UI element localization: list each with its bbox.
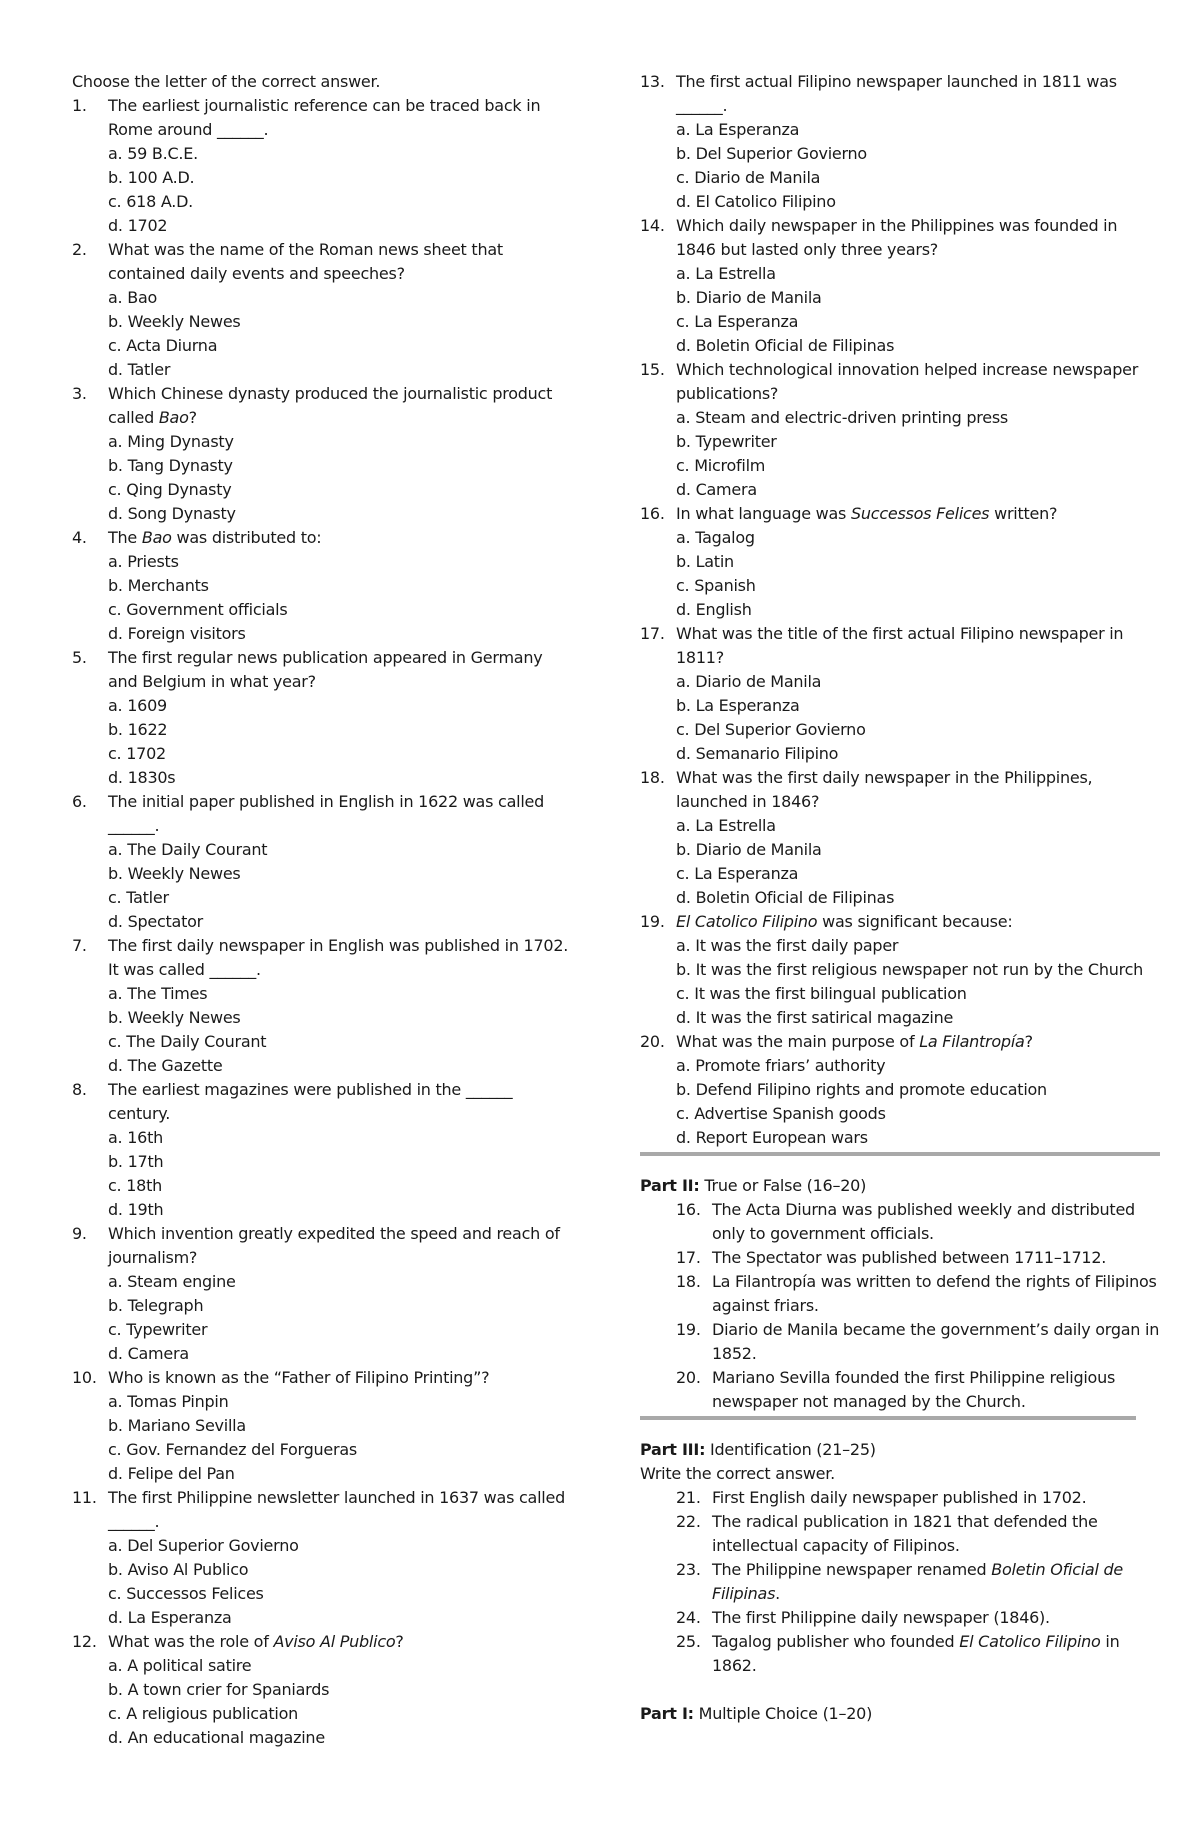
answer-option: c. A religious publication xyxy=(108,1704,299,1723)
question-text-italic: La Filantropía xyxy=(919,1032,1025,1051)
question-number: 10. xyxy=(72,1368,97,1387)
identification-item xyxy=(640,1486,1160,1510)
question-number: 9. xyxy=(72,1224,87,1243)
question-item xyxy=(72,934,572,1078)
question-item xyxy=(72,94,572,238)
answer-option: a. Promote friars’ authority xyxy=(676,1056,886,1075)
answer-option: d. English xyxy=(676,600,752,619)
item-text: La Filantropía was written to defend the rights of Filipinos against friars. xyxy=(712,1272,1157,1315)
answer-option: a. Steam engine xyxy=(108,1272,236,1291)
answer-option: b. Defend Filipino rights and promote education xyxy=(676,1080,1047,1099)
question-text: What was the first daily newspaper in the Philippines, launched in 1846? xyxy=(676,768,1093,811)
question-item xyxy=(640,622,1160,766)
part2-label: Part II: xyxy=(640,1176,700,1195)
answer-option: a. The Daily Courant xyxy=(108,840,268,859)
answer-option: c. Qing Dynasty xyxy=(108,480,232,499)
item-text-post: in 1862. xyxy=(712,1632,1120,1675)
question-number: 14. xyxy=(640,216,665,235)
answer-option: c. Typewriter xyxy=(108,1320,208,1339)
question-number: 19. xyxy=(640,912,665,931)
part3-list xyxy=(640,1486,1160,1678)
question-text-italic: Bao xyxy=(158,408,189,427)
question-number: 13. xyxy=(640,72,665,91)
question-number: 20. xyxy=(640,1032,665,1051)
answer-option: b. Diario de Manila xyxy=(676,840,822,859)
question-text-pre: What was the main purpose of xyxy=(676,1032,920,1051)
question-number: 11. xyxy=(72,1488,97,1507)
question-item xyxy=(640,502,1160,622)
answer-option: d. Report European wars xyxy=(676,1128,868,1147)
part1-label: Part I: xyxy=(640,1704,694,1723)
question-stem xyxy=(640,1030,1160,1054)
question-item xyxy=(640,214,1160,358)
part3-title: Identification (21–25) xyxy=(705,1440,876,1459)
question-stem xyxy=(72,238,572,286)
answer-option: a. 59 B.C.E. xyxy=(108,144,198,163)
item-text xyxy=(712,1632,1119,1675)
part3-heading xyxy=(640,1438,1160,1462)
answer-option: a. La Estrella xyxy=(676,816,776,835)
answer-option: d. The Gazette xyxy=(108,1056,223,1075)
question-number: 16. xyxy=(640,504,665,523)
answer-option: d. Tatler xyxy=(108,360,171,379)
item-text: Mariano Sevilla founded the first Philippine religious newspaper not managed by the Church. xyxy=(712,1368,1116,1411)
item-text xyxy=(712,1512,1098,1555)
answer-option: c. 1702 xyxy=(108,744,166,763)
answer-option: b. Typewriter xyxy=(676,432,777,451)
question-stem xyxy=(640,910,1160,934)
answer-option: b. Telegraph xyxy=(108,1296,204,1315)
item-text-italic: Boletin Oficial de Filipinas xyxy=(712,1560,1124,1603)
question-text-pre: The xyxy=(108,528,142,547)
true-false-item xyxy=(640,1198,1160,1246)
answer-option: d. 19th xyxy=(108,1200,164,1219)
answer-option: d. El Catolico Filipino xyxy=(676,192,836,211)
item-number: 25. xyxy=(676,1632,701,1651)
answer-option: c. Advertise Spanish goods xyxy=(676,1104,886,1123)
identification-item xyxy=(640,1606,1160,1630)
true-false-item xyxy=(640,1270,1160,1318)
question-text-italic: El Catolico Filipino xyxy=(676,912,818,931)
question-stem xyxy=(640,622,1160,670)
question-stem xyxy=(72,1486,572,1534)
answer-option: c. La Esperanza xyxy=(676,864,799,883)
question-item xyxy=(72,382,572,526)
answer-option: b. Latin xyxy=(676,552,734,571)
question-number: 12. xyxy=(72,1632,97,1651)
answer-option: b. Weekly Newes xyxy=(108,312,241,331)
question-number: 5. xyxy=(72,648,87,667)
question-text xyxy=(676,1032,1033,1051)
question-text: The initial paper published in English in 1622 was called ______. xyxy=(108,792,545,835)
answer-option: b. 1622 xyxy=(108,720,168,739)
answer-option: d. Semanario Filipino xyxy=(676,744,839,763)
question-item xyxy=(72,526,572,646)
question-item xyxy=(72,1630,572,1750)
instructions: Choose the letter of the correct answer. xyxy=(72,72,381,91)
question-text: The first daily newspaper in English was published in 1702. It was called ______. xyxy=(108,936,569,979)
item-number: 16. xyxy=(676,1200,701,1219)
question-number: 6. xyxy=(72,792,87,811)
question-text: The earliest magazines were published in the ______ century. xyxy=(108,1080,513,1123)
answer-option: c. Diario de Manila xyxy=(676,168,821,187)
right-column xyxy=(640,70,1160,1726)
question-text-post: ? xyxy=(1024,1032,1033,1051)
section-divider xyxy=(640,1416,1136,1420)
question-number: 7. xyxy=(72,936,87,955)
item-text xyxy=(712,1488,1086,1507)
question-text: Which daily newspaper in the Philippines was founded in 1846 but lasted only three years? xyxy=(676,216,1118,259)
answer-option: b. Aviso Al Publico xyxy=(108,1560,249,1579)
question-item xyxy=(72,1366,572,1486)
question-text: The first regular news publication appeared in Germany and Belgium in what year? xyxy=(108,648,543,691)
true-false-item xyxy=(640,1318,1160,1366)
question-number: 15. xyxy=(640,360,665,379)
answer-option: d. It was the first satirical magazine xyxy=(676,1008,954,1027)
left-column xyxy=(72,70,572,1750)
answer-option: b. La Esperanza xyxy=(676,696,800,715)
question-item xyxy=(72,1486,572,1630)
answer-option: a. Diario de Manila xyxy=(676,672,822,691)
question-text: The first Philippine newsletter launched in 1637 was called ______. xyxy=(108,1488,565,1531)
question-text: The first actual Filipino newspaper launched in 1811 was ______. xyxy=(676,72,1117,115)
question-item xyxy=(640,358,1160,502)
question-text xyxy=(676,504,1057,523)
answer-option: a. 16th xyxy=(108,1128,163,1147)
question-text-italic: Aviso Al Publico xyxy=(273,1632,396,1651)
item-text: The Acta Diurna was published weekly and distributed only to government officials. xyxy=(712,1200,1135,1243)
question-stem xyxy=(72,934,572,982)
identification-item xyxy=(640,1510,1160,1558)
item-text-italic: El Catolico Filipino xyxy=(959,1632,1101,1651)
question-item xyxy=(72,1078,572,1222)
answer-option: b. 17th xyxy=(108,1152,164,1171)
answer-option: b. Del Superior Govierno xyxy=(676,144,867,163)
answer-option: a. Tagalog xyxy=(676,528,755,547)
answer-option: a. 1609 xyxy=(108,696,167,715)
item-number: 24. xyxy=(676,1608,701,1627)
question-number: 1. xyxy=(72,96,87,115)
answer-option: d. La Esperanza xyxy=(108,1608,232,1627)
question-stem xyxy=(640,358,1160,406)
answer-option: a. A political satire xyxy=(108,1656,252,1675)
identification-item xyxy=(640,1630,1160,1678)
item-text: The Spectator was published between 1711–1712. xyxy=(712,1248,1107,1267)
question-stem xyxy=(72,1078,572,1126)
answer-option: b. 100 A.D. xyxy=(108,168,195,187)
answer-option: c. Gov. Fernandez del Forgueras xyxy=(108,1440,357,1459)
question-text-post: ? xyxy=(395,1632,404,1651)
question-text: What was the title of the first actual Filipino newspaper in 1811? xyxy=(676,624,1124,667)
answer-option: c. Acta Diurna xyxy=(108,336,218,355)
question-text xyxy=(108,1632,404,1651)
answer-option: c. Tatler xyxy=(108,888,169,907)
question-stem xyxy=(72,790,572,838)
answer-option: b. Mariano Sevilla xyxy=(108,1416,246,1435)
answer-option: d. Song Dynasty xyxy=(108,504,236,523)
answer-option: d. 1830s xyxy=(108,768,176,787)
question-text: Which invention greatly expedited the speed and reach of journalism? xyxy=(108,1224,560,1267)
question-item xyxy=(72,238,572,382)
part1-heading xyxy=(640,1702,1160,1726)
question-text-pre: What was the role of xyxy=(108,1632,274,1651)
identification-item xyxy=(640,1558,1160,1606)
part2-heading xyxy=(640,1174,1160,1198)
question-text: Which technological innovation helped increase newspaper publications? xyxy=(676,360,1139,403)
question-stem xyxy=(640,502,1160,526)
answer-option: a. Priests xyxy=(108,552,179,571)
answer-option: c. Del Superior Govierno xyxy=(676,720,866,739)
question-text-italic: Successos Felices xyxy=(850,504,990,523)
question-stem xyxy=(72,646,572,694)
question-number: 17. xyxy=(640,624,665,643)
question-number: 8. xyxy=(72,1080,87,1099)
question-stem xyxy=(640,70,1160,118)
question-item xyxy=(640,910,1160,1030)
questions-left xyxy=(72,94,572,1750)
question-stem xyxy=(72,526,572,550)
answer-option: c. La Esperanza xyxy=(676,312,799,331)
item-text-pre: The Philippine newspaper renamed xyxy=(712,1560,992,1579)
question-text: Who is known as the “Father of Filipino Printing”? xyxy=(108,1368,490,1387)
question-stem xyxy=(72,1630,572,1654)
answer-option: a. Steam and electric-driven printing press xyxy=(676,408,1008,427)
part2-title: True or False (16–20) xyxy=(699,1176,867,1195)
item-text-pre: First English daily newspaper published in 1702. xyxy=(712,1488,1087,1507)
answer-option: b. It was the first religious newspaper not run by the Church xyxy=(676,960,1144,979)
item-text-post: . xyxy=(775,1584,781,1603)
question-item xyxy=(640,1030,1160,1150)
item-number: 20. xyxy=(676,1368,701,1387)
answer-option: a. It was the first daily paper xyxy=(676,936,899,955)
question-number: 3. xyxy=(72,384,87,403)
answer-option: d. Camera xyxy=(108,1344,189,1363)
answer-option: d. Spectator xyxy=(108,912,203,931)
question-number: 18. xyxy=(640,768,665,787)
item-number: 22. xyxy=(676,1512,701,1531)
answer-option: b. Diario de Manila xyxy=(676,288,822,307)
answer-option: a. Ming Dynasty xyxy=(108,432,234,451)
answer-option: c. It was the first bilingual publication xyxy=(676,984,967,1003)
question-text-italic: Bao xyxy=(141,528,172,547)
question-text-post: ? xyxy=(188,408,197,427)
item-text xyxy=(712,1608,1050,1627)
question-text-pre: In what language was xyxy=(676,504,851,523)
question-stem xyxy=(640,766,1160,814)
answer-option: d. Camera xyxy=(676,480,757,499)
answer-option: c. Spanish xyxy=(676,576,756,595)
answer-option: d. Boletin Oficial de Filipinas xyxy=(676,336,895,355)
question-item xyxy=(72,1222,572,1366)
answer-option: b. Weekly Newes xyxy=(108,1008,241,1027)
section-divider xyxy=(640,1152,1160,1156)
part3-label: Part III: xyxy=(640,1440,706,1459)
question-text: What was the name of the Roman news sheet that contained daily events and speeches? xyxy=(108,240,503,283)
answer-option: c. 18th xyxy=(108,1176,162,1195)
answer-option: c. 618 A.D. xyxy=(108,192,193,211)
question-stem xyxy=(72,94,572,142)
question-number: 4. xyxy=(72,528,87,547)
answer-option: c. Government officials xyxy=(108,600,288,619)
question-text-post: written? xyxy=(989,504,1058,523)
true-false-item xyxy=(640,1246,1160,1270)
question-stem xyxy=(640,214,1160,262)
question-item xyxy=(72,646,572,790)
answer-option: d. Boletin Oficial de Filipinas xyxy=(676,888,895,907)
question-text xyxy=(676,912,1012,931)
item-text-pre: Tagalog publisher who founded xyxy=(712,1632,960,1651)
questions-right xyxy=(640,70,1160,1150)
part3-instruction: Write the correct answer. xyxy=(640,1464,835,1483)
question-number: 2. xyxy=(72,240,87,259)
answer-option: c. Microfilm xyxy=(676,456,766,475)
part1-title: Multiple Choice (1–20) xyxy=(693,1704,873,1723)
question-stem xyxy=(72,382,572,430)
question-text-post: was distributed to: xyxy=(171,528,322,547)
answer-option: a. La Esperanza xyxy=(676,120,800,139)
question-text xyxy=(108,384,552,427)
answer-option: a. The Times xyxy=(108,984,208,1003)
question-text-pre: Which Chinese dynasty produced the journalistic product called xyxy=(108,384,553,427)
question-text: The earliest journalistic reference can be traced back in Rome around ______. xyxy=(108,96,541,139)
answer-option: c. Successos Felices xyxy=(108,1584,264,1603)
question-item xyxy=(72,790,572,934)
question-item xyxy=(640,70,1160,214)
answer-option: b. Tang Dynasty xyxy=(108,456,233,475)
item-text-pre: The first Philippine daily newspaper (1846). xyxy=(712,1608,1050,1627)
answer-option: b. A town crier for Spaniards xyxy=(108,1680,330,1699)
answer-option: d. Foreign visitors xyxy=(108,624,246,643)
item-number: 21. xyxy=(676,1488,701,1507)
answer-option: d. Felipe del Pan xyxy=(108,1464,235,1483)
part2-list xyxy=(640,1198,1160,1414)
question-stem xyxy=(72,1222,572,1270)
answer-option: a. Del Superior Govierno xyxy=(108,1536,299,1555)
item-number: 23. xyxy=(676,1560,701,1579)
question-text-post: was significant because: xyxy=(817,912,1013,931)
item-text xyxy=(712,1560,1123,1603)
item-text-pre: The radical publication in 1821 that defended the intellectual capacity of Filipinos. xyxy=(712,1512,1098,1555)
answer-option: c. The Daily Courant xyxy=(108,1032,267,1051)
answer-option: a. Bao xyxy=(108,288,158,307)
answer-option: a. La Estrella xyxy=(676,264,776,283)
item-number: 18. xyxy=(676,1272,701,1291)
item-number: 17. xyxy=(676,1248,701,1267)
answer-option: a. Tomas Pinpin xyxy=(108,1392,229,1411)
answer-option: d. 1702 xyxy=(108,216,168,235)
true-false-item xyxy=(640,1366,1160,1414)
question-item xyxy=(640,766,1160,910)
answer-option: b. Merchants xyxy=(108,576,209,595)
item-text: Diario de Manila became the government’s daily organ in 1852. xyxy=(712,1320,1160,1363)
answer-option: d. An educational magazine xyxy=(108,1728,325,1747)
question-stem xyxy=(72,1366,572,1390)
question-text xyxy=(108,528,321,547)
answer-option: b. Weekly Newes xyxy=(108,864,241,883)
item-number: 19. xyxy=(676,1320,701,1339)
